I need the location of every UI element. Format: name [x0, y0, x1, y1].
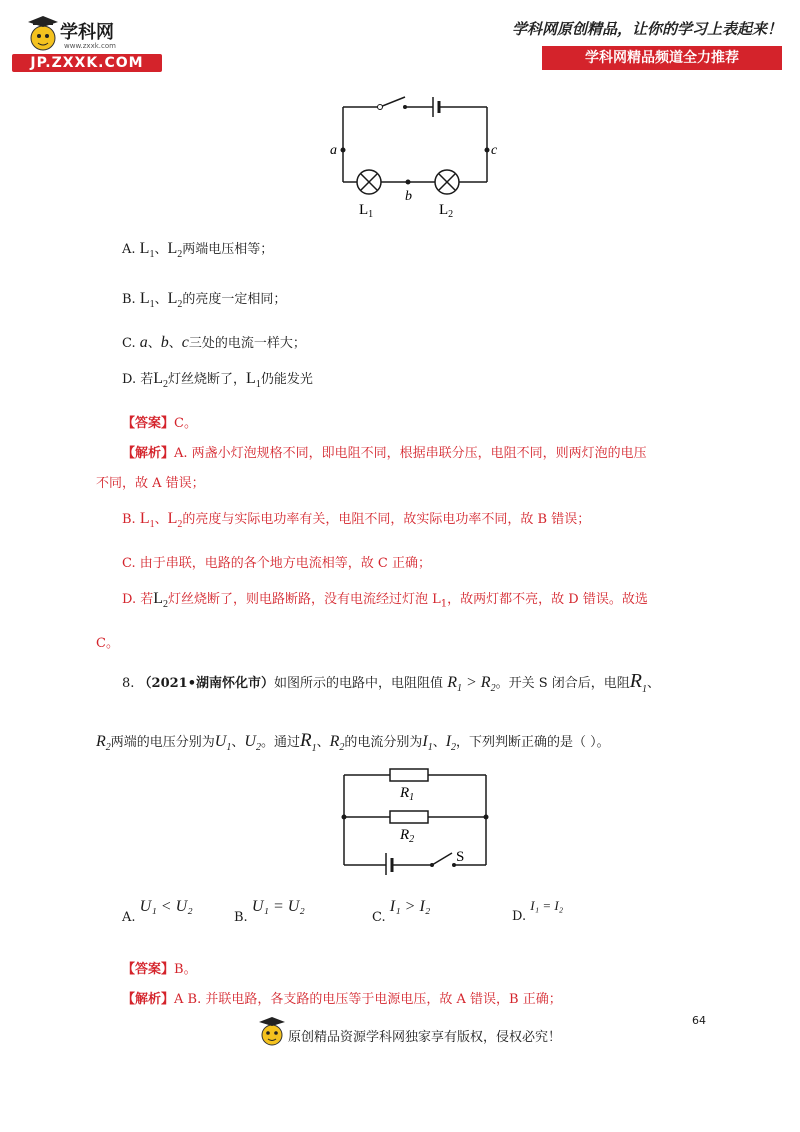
q7-analysis-d-cont: C。 — [96, 636, 119, 651]
q8-stem-line1: 8. （2021•湖南怀化市）如图所示的电路中，电阻阻值 $R_1 > R_2$。开关 S 闭合后，电阻$R_1$、 — [122, 670, 660, 695]
header-slogan: 学科网原创精品，让你的学习上表起来！ — [511, 20, 782, 38]
option-a: A. $L_1$、$L_2$两端电压相等； — [122, 240, 274, 261]
lamp-label-l2: $L_2$ — [439, 202, 454, 220]
site-logo — [12, 14, 162, 74]
mascot-icon — [26, 16, 60, 54]
q7-analysis-a: 【解析】A. 两盏小灯泡规格不同，即电阻不同，根据串联分压，电阻不同，则两灯泡的电压 — [122, 446, 647, 461]
logo-url: www.zxxk.com — [64, 42, 116, 50]
resistor-label-r2: $R_2$ — [400, 827, 415, 845]
option-b: B. $L_1$、$L_2$的亮度一定相同； — [122, 290, 287, 311]
page-number: 64 — [692, 1014, 706, 1027]
q7-answer: 【答案】C。 — [122, 416, 197, 431]
parallel-circuit-diagram — [330, 765, 500, 875]
node-label-b: b — [405, 189, 412, 204]
footer-mascot-icon — [258, 1016, 286, 1048]
q7-analysis-d: D. 若$L_2$灯丝烧断了，则电路断路，没有电流经过灯泡 $L_1$，故两灯都不亮，故 D 错误。故选 — [122, 590, 648, 611]
option-c: C. a、b、c三处的电流一样大； — [122, 334, 306, 351]
switch-label-s: S — [456, 849, 465, 865]
q7-analysis-b: B. $L_1$、$L_2$的亮度与实际电功率有关，电阻不同，故实际电功率不同，故 B 错误； — [122, 510, 591, 531]
logo-site-banner: JP.ZXXK.COM — [12, 54, 162, 72]
lamp-label-l1: $L_1$ — [359, 202, 374, 220]
q7-analysis-a-cont: 不同，故 A 错误； — [96, 476, 205, 491]
footer-copyright: 原创精品资源学科网独家享有版权，侵权必究！ — [288, 1030, 562, 1045]
q8-option-a: A. U₁ < U₂ — [122, 898, 193, 925]
node-label-a: a — [330, 143, 337, 158]
q8-stem-line2: $R_2$两端的电压分别为$U_1$、$U_2$。通过$R_1$、$R_2$的电流分别为$I_1$、$I_2$，下列判断正确的是（ ）。 — [96, 730, 610, 754]
series-circuit-diagram — [325, 92, 505, 222]
q8-analysis: 【解析】A B. 并联电路，各支路的电压等于电源电压，故 A 错误，B 正确； — [122, 992, 562, 1007]
header-channel-banner: 学科网精品频道全力推荐 — [542, 46, 782, 70]
logo-title: 学科网 — [60, 22, 114, 43]
q7-analysis-c: C. 由于串联，电路的各个地方电流相等，故 C 正确； — [122, 556, 431, 571]
node-label-c: c — [491, 143, 498, 158]
q8-option-d: D. I₁ = I₂ — [512, 898, 564, 924]
q8-option-b: B. U₁ = U₂ — [234, 898, 305, 925]
q8-option-c: C. I₁ > I₂ — [372, 898, 431, 925]
resistor-label-r1: $R_1$ — [400, 785, 415, 803]
q8-answer: 【答案】B。 — [122, 962, 197, 977]
option-d: D. 若$L_2$灯丝烧断了，$L_1$仍能发光 — [122, 370, 313, 391]
